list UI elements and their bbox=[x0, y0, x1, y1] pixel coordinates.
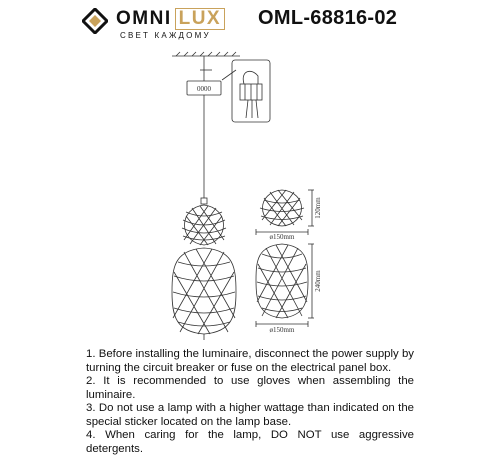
brand-box: LUX bbox=[175, 8, 226, 30]
note-item: 1. Before installing the luminaire, disconnect the power supply by turning the circuit breaker or fuse on the electrical panel box. bbox=[86, 348, 414, 374]
small-shade-height-label: 120mm bbox=[314, 197, 322, 219]
large-shade-dimension-view bbox=[256, 244, 314, 327]
note-item: 2. It is recommended to use gloves when assembling the luminaire. bbox=[86, 375, 414, 401]
brand-logo bbox=[82, 6, 242, 38]
ceiling-hatch bbox=[176, 52, 236, 56]
brand-name: OMNI LUX bbox=[116, 8, 225, 30]
diamond-logo-icon bbox=[82, 8, 108, 34]
note-item: 3. Do not use a lamp with a higher wattage than indicated on the special sticker located on the lamp base. bbox=[86, 402, 414, 428]
brand-tagline: СВЕТ КАЖДОМУ bbox=[120, 31, 211, 40]
large-shade-width-label: ø150mm bbox=[269, 326, 295, 334]
lamp-large-shade bbox=[172, 248, 236, 340]
safety-notes bbox=[86, 348, 414, 456]
lamp-small-shade bbox=[182, 205, 226, 245]
large-shade-height-label: 240mm bbox=[314, 270, 322, 292]
note-item: 4. When caring for the lamp, DO NOT use aggressive detergents. bbox=[86, 429, 414, 455]
canopy-label: 0000 bbox=[197, 85, 211, 93]
small-shade-width-label: ø150mm bbox=[269, 233, 295, 241]
model-number: OML-68816-02 bbox=[258, 7, 398, 29]
technical-drawing bbox=[0, 40, 500, 340]
small-shade-dimension-view bbox=[256, 190, 314, 235]
